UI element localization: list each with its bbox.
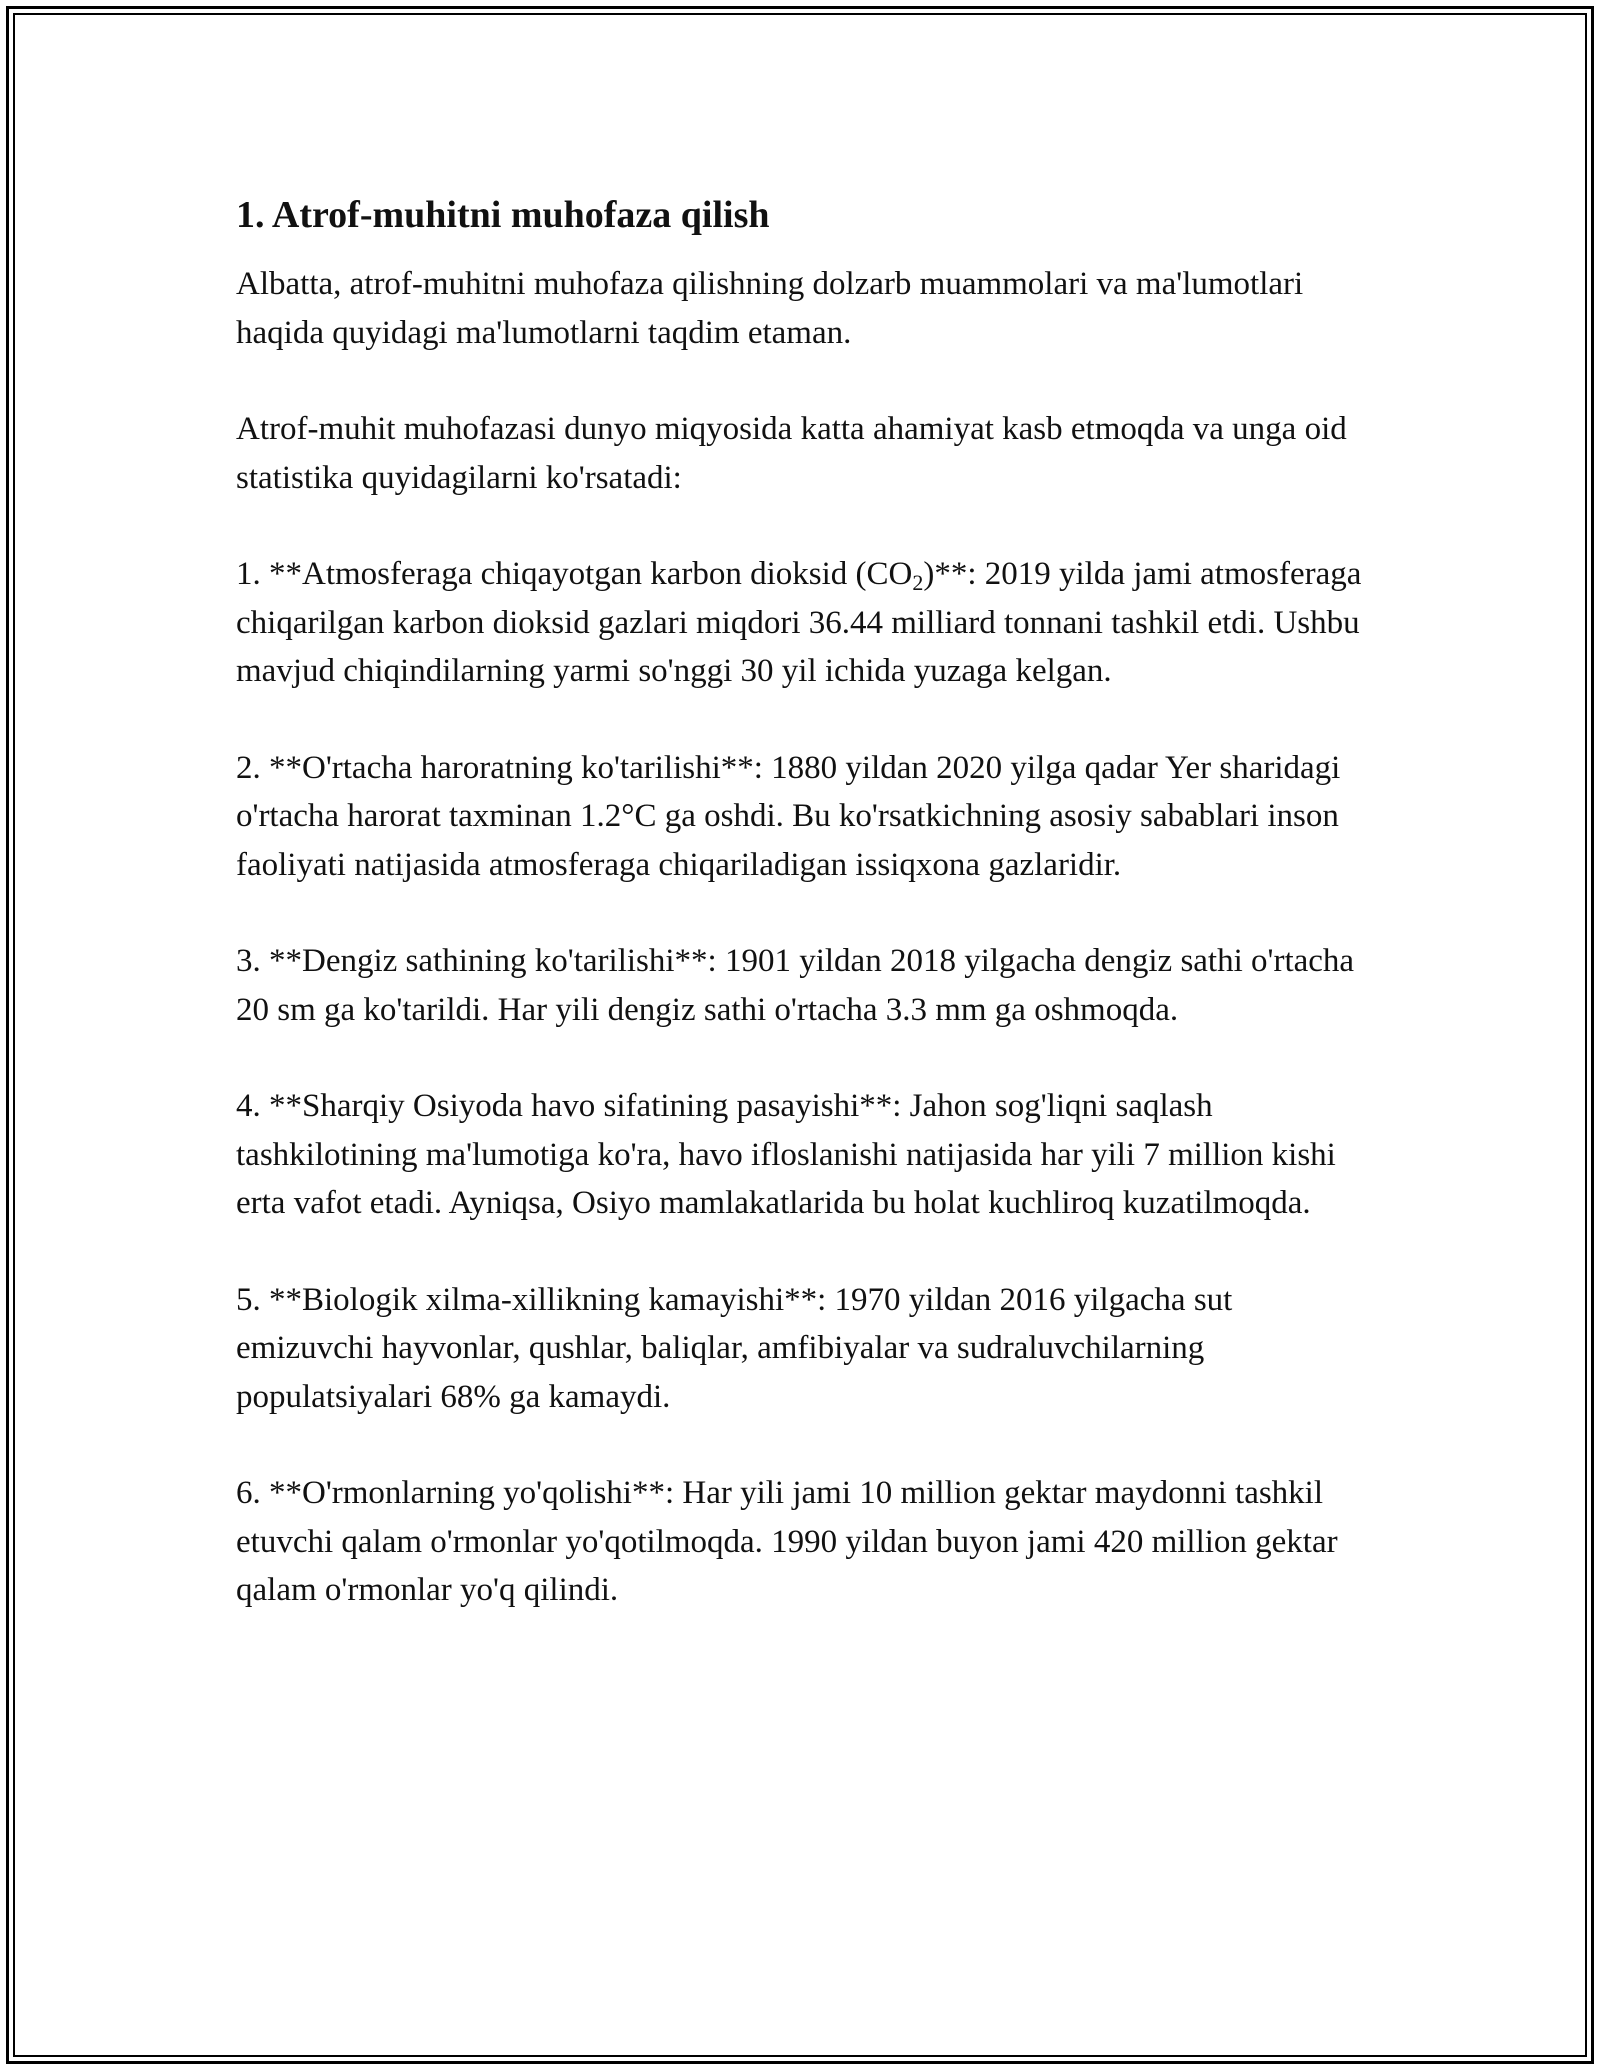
list-item-biodiversity: 5. **Biologik xilma-xillikning kamayishi**: 1970 yildan 2016 yilgacha sut emizuvchi hayvonlar, qushlar, baliqlar, amfibiyalar va sudraluvchilarning populatsiyalari 68% ga kamaydi. xyxy=(236,1281,1233,1415)
section-heading: 1. Atrof-muhitni muhofaza qilish xyxy=(236,194,770,236)
intro-paragraph-1: Albatta, atrof-muhitni muhofaza qilishning dolzarb muammolari va ma'lumotlari haqida quyidagi ma'lumotlarni taqdim etaman. xyxy=(236,266,1304,351)
list-item-temperature: 2. **O'rtacha haroratning ko'tarilishi**: 1880 yildan 2020 yilga qadar Yer sharidagi o'rtacha harorat taxminan 1.2°C ga oshdi. Bu ko'rsatkichning asosiy sabablari inson faoliyati natijasida atmosferaga chiqariladigan issiqxona gazlaridir. xyxy=(236,749,1341,883)
intro-paragraph-2: Atrof-muhit muhofazasi dunyo miqyosida katta ahamiyat kasb etmoqda va unga oid statistika quyidagilarni ko'rsatadi: xyxy=(236,411,1347,496)
list-item-co2-prefix: 1. **Atmosferaga chiqayotgan karbon dioksid (CO xyxy=(236,556,913,592)
list-item-sea-level: 3. **Dengiz sathining ko'tarilishi**: 1901 yildan 2018 yilgacha dengiz sathi o'rtacha 20 sm ga ko'tarildi. Har yili dengiz sathi o'rtacha 3.3 mm ga oshmoqda. xyxy=(236,943,1355,1028)
co2-subscript: 2 xyxy=(912,570,924,595)
list-item-co2 xyxy=(236,550,1366,696)
document-body xyxy=(236,188,1366,1663)
list-item-air-quality: 4. **Sharqiy Osiyoda havo sifatining pasayishi**: Jahon sog'liqni saqlash tashkilotining ma'lumotiga ko'ra, havo ifloslanishi natijasida har yili 7 million kishi erta vafot etadi. Ayniqsa, Osiyo mamlakatlarida bu holat kuchliroq kuzatilmoqda. xyxy=(236,1088,1336,1221)
list-item-co2-suffix: )**: 2019 yilda jami atmosferaga chiqarilgan karbon dioksid gazlari miqdori 36.44 milliard tonnani tashkil etdi. Ushbu mavjud chiqindilarning yarmi so'nggi 30 yil ichida yuzaga kelgan. xyxy=(236,556,1362,689)
list-item-deforestation: 6. **O'rmonlarning yo'qolishi**: Har yili jami 10 million gektar maydonni tashkil etuvchi qalam o'rmonlar yo'qotilmoqda. 1990 yildan buyon jami 420 million gektar qalam o'rmonlar yo'q qilindi. xyxy=(236,1475,1338,1608)
